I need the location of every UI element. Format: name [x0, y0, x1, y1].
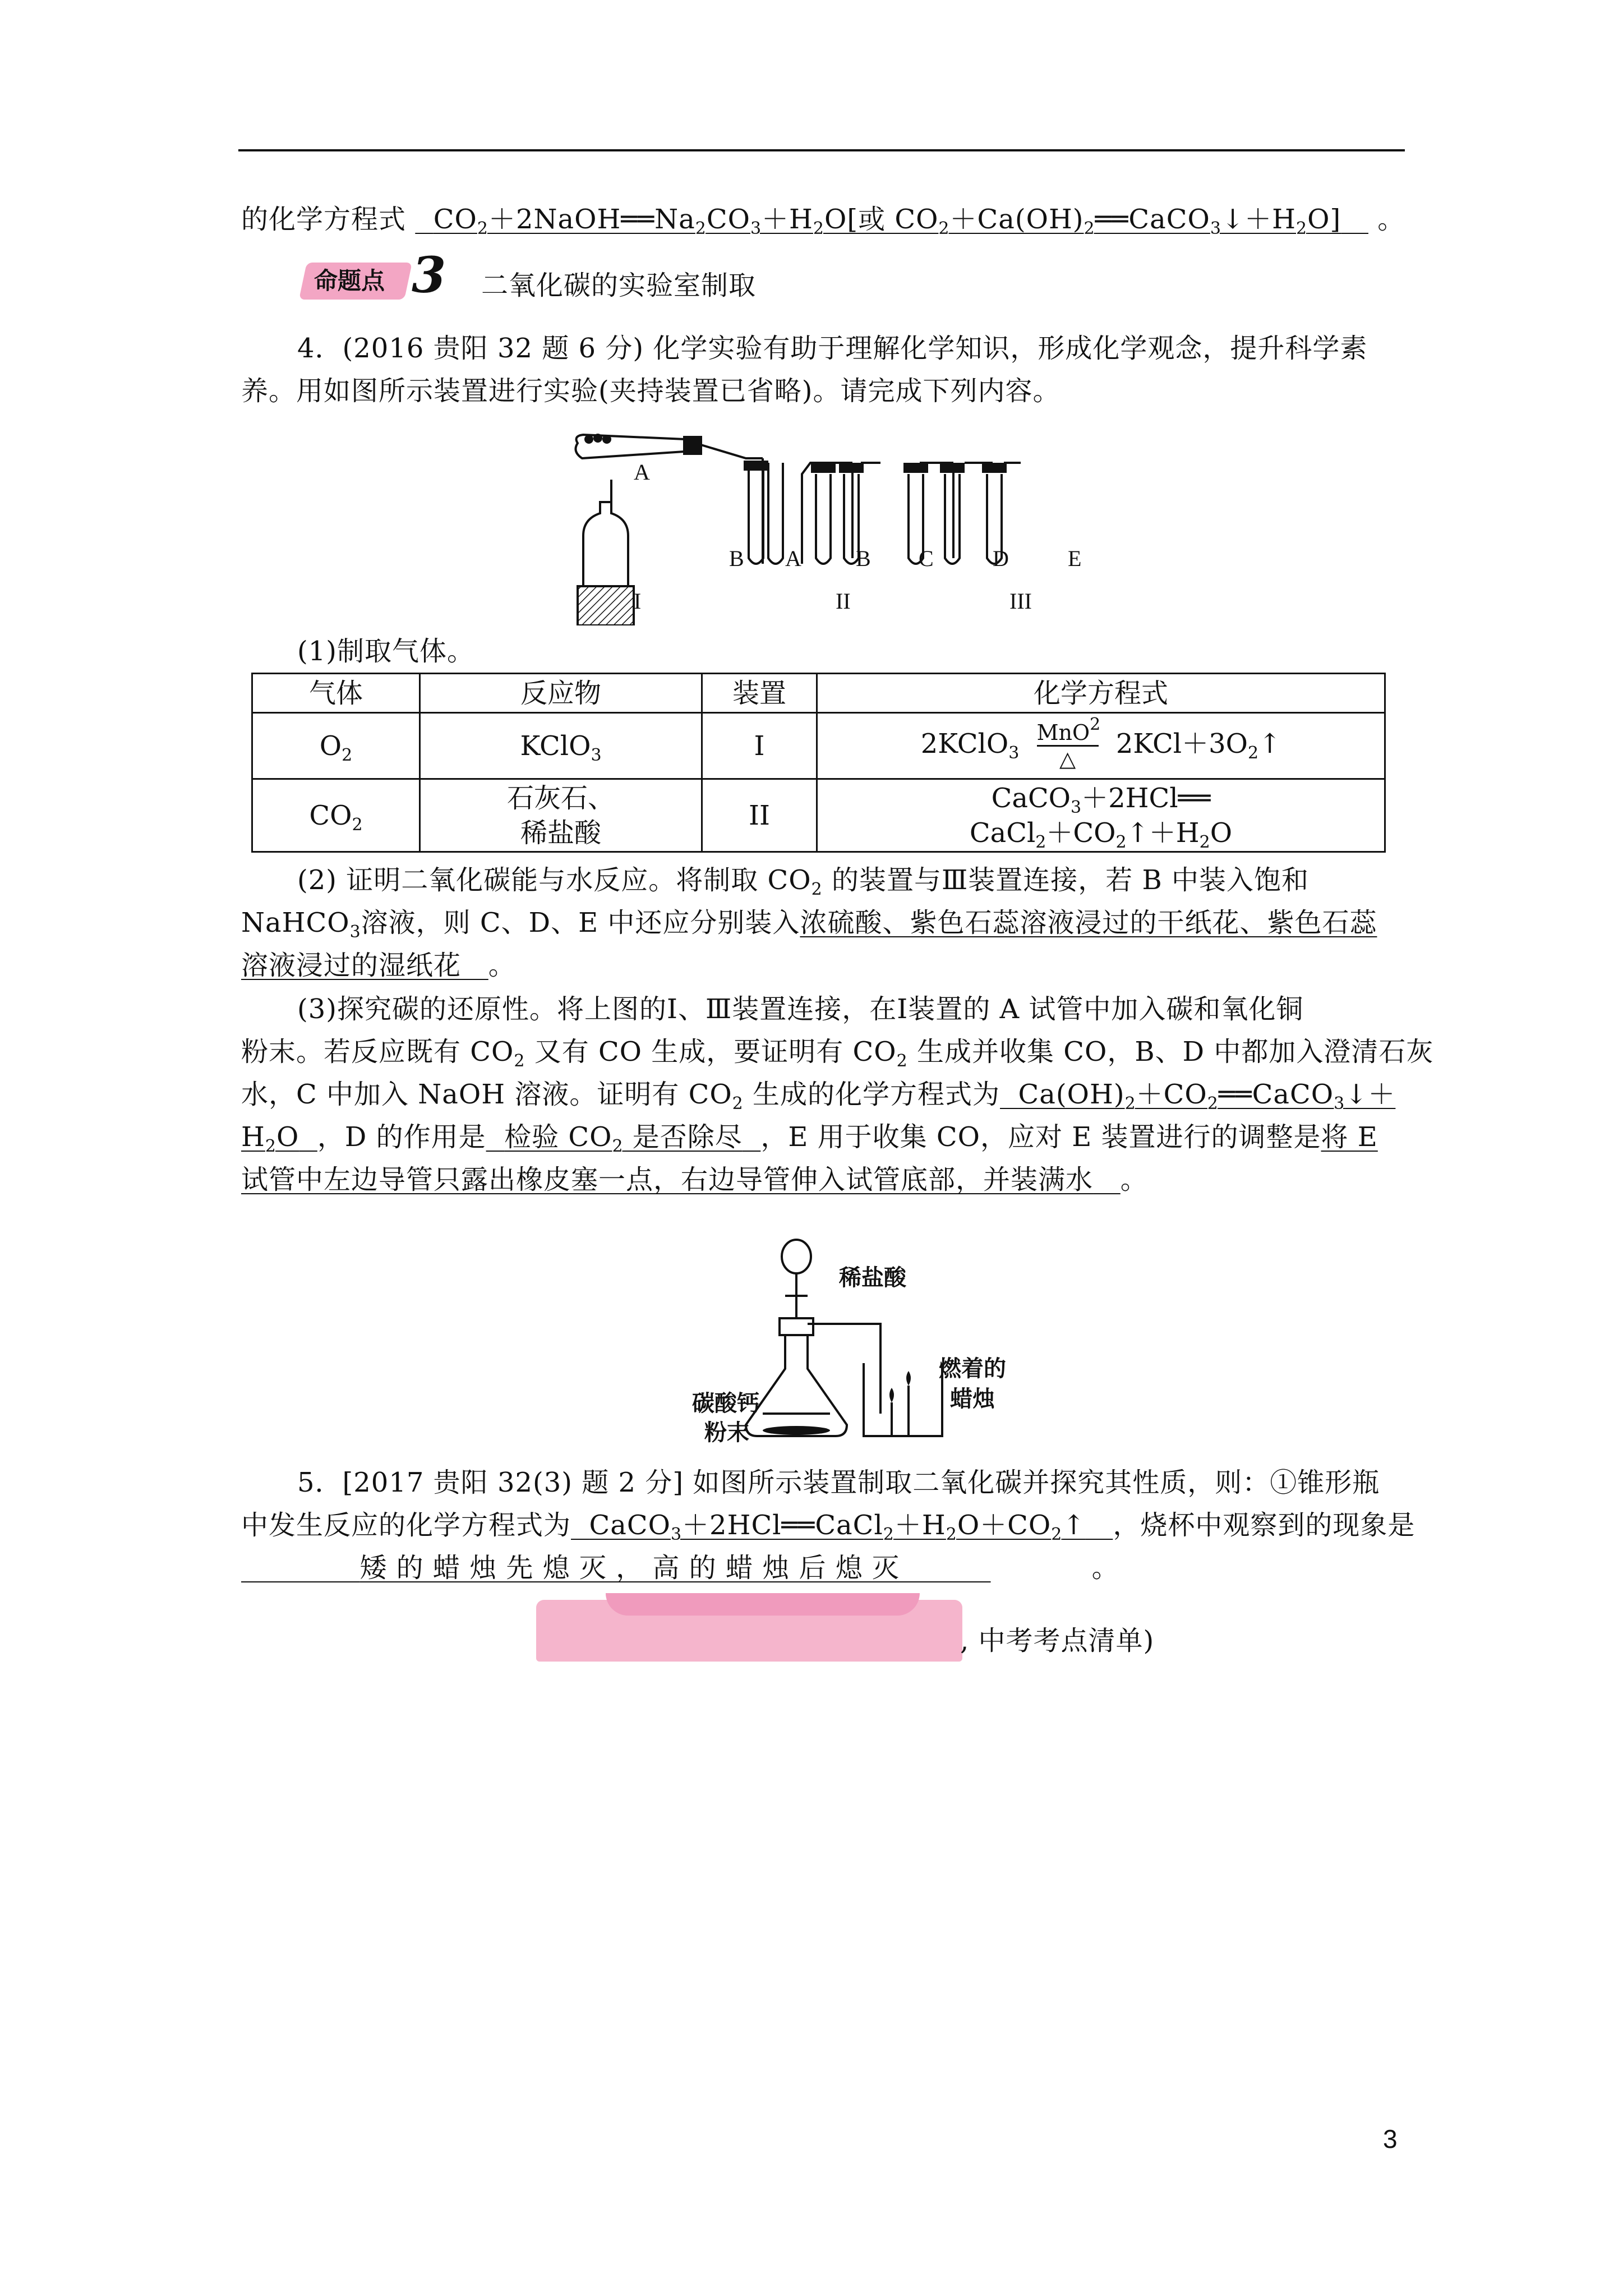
header-reactant: 反应物 — [420, 674, 702, 713]
label-dilute-hcl: 稀盐酸 — [839, 1265, 906, 1291]
q4-part1: (1)制取气体。 — [297, 636, 474, 667]
label-a2: A — [785, 546, 801, 571]
cell-apparatus-2: II — [702, 779, 817, 852]
q4-part2-answer-cont: 溶液浸过的湿纸花 — [241, 950, 462, 981]
prev-lead: 的化学方程式 — [241, 204, 407, 235]
label-d: D — [993, 546, 1009, 571]
stopper-b1 — [744, 461, 768, 471]
label-burning: 燃着的 — [939, 1356, 1006, 1382]
delivery-tube-1 — [701, 445, 763, 458]
q5-answer-equation: $CaCO_3+2HCl══CaCl_2+H_2O+CO_2↑$ — [589, 1510, 1086, 1544]
label-e: E — [1068, 546, 1082, 571]
label-roman-3: III — [1009, 588, 1032, 614]
banner-tail-text: , 中考考点清单) — [960, 1625, 1155, 1657]
label-roman-1: I — [634, 588, 642, 614]
q4-part2-line-3: 溶液浸过的湿纸花 。 — [241, 950, 516, 981]
top-rule — [238, 149, 1405, 151]
cell-equation-o2: 2KClO$_3$ MnO$^2$ △ $2KCl+3O_2↑$ — [817, 713, 1385, 779]
q4-part3-answer-e-cont: 试管中左边导管只露出橡皮塞一点，右边导管伸入试管底部，并装满水 — [241, 1164, 1094, 1195]
q4-part3-line-4: $H_2O$ ，D 的作用是 检验 $CO_2$ 是否除尽 ，E 用于收集 CO，应对 E 装置进行的调整是将 E — [241, 1121, 1378, 1156]
table-header-row — [252, 674, 1385, 713]
flask-stopper — [780, 1318, 813, 1335]
delivery-tube — [808, 1324, 880, 1414]
tube-a-2 — [816, 474, 831, 564]
flame-low — [889, 1388, 894, 1402]
cell-reactant-limestone: 石灰石、 稀盐酸 — [420, 779, 702, 852]
page-number: 3 — [1383, 2124, 1398, 2154]
cell-gas-o2: $O_2$ — [252, 713, 420, 779]
label-powder: 粉末 — [704, 1420, 749, 1446]
header-gas: 气体 — [252, 674, 420, 713]
label-candle: 蜡烛 — [950, 1386, 995, 1412]
q5-answer-phenomenon: 矮 的 蜡 烛 先 熄 灭 ， 高 的 蜡 烛 后 熄 灭 — [359, 1552, 900, 1584]
calcium-carbonate-powder — [763, 1426, 830, 1435]
q5-line-2: 中发生反应的化学方程式为 $CaCO_3+2HCl══CaCl_2+H_2O+CO_2↑$ ，烧杯中观察到的现象是 — [241, 1510, 1415, 1544]
q4-line-1: 4．(2016 贵阳 32 题 6 分) 化学实验有助于理解化学知识，形成化学观念，提升科学素 — [297, 333, 1368, 364]
table-row — [252, 779, 1385, 852]
beaker — [864, 1363, 942, 1436]
section-number: 3 — [412, 246, 446, 304]
checklist-banner-tab — [606, 1593, 920, 1616]
q4-line-2: 养。用如图所示装置进行实验(夹持装置已省略)。请完成下列内容。 — [241, 375, 1061, 407]
q4-part3-line-3: 水，C 中加入 NaOH 溶液。证明有 $CO_2$ 生成的化学方程式为 $Ca(OH)_2+CO_2══CaCO_3↓+$ — [241, 1079, 1396, 1114]
q4-part2-line-2: NaHCO$_3$溶液，则 C、D、E 中还应分别装入浓硫酸、紫色石蕊溶液浸过的干纸花、紫色石蕊 — [241, 907, 1377, 942]
q4-part3-answer-equation: $Ca(OH)_2+CO_2══CaCO_3↓+$ — [1018, 1079, 1396, 1114]
stopper-a — [684, 437, 701, 454]
q4-part2-answer: 浓硫酸、紫色石蕊溶液浸过的干纸花、紫色石蕊 — [800, 907, 1377, 938]
header-apparatus: 装置 — [702, 674, 817, 713]
table-row — [252, 713, 1385, 779]
q4-part3-line-2: 粉末。若反应既有 $CO_2$ 又有 CO 生成，要证明有 $CO_2$ 生成并收集 CO，B、D 中都加入澄清石灰 — [241, 1036, 1434, 1071]
label-caco3: 碳酸钙 — [692, 1391, 759, 1416]
cell-reactant-kclo3: KClO$_3$ — [420, 713, 702, 779]
prev-answer: $CO_2+2NaOH══Na_2CO_3+H_2O$[或 $CO_2+Ca(OH)_2══CaCO_3↓+H_2O$] — [433, 204, 1341, 238]
separatory-funnel — [782, 1240, 811, 1273]
q4-part3-answer-e: 将 E — [1321, 1121, 1378, 1153]
cell-equation-co2: CaCO$_3$＋2HCl══ $CaCl_2+CO_2↑+H_2O$ — [817, 779, 1385, 852]
header-equation: 化学方程式 — [817, 674, 1385, 713]
label-b2: B — [856, 546, 871, 571]
cell-apparatus-1: I — [702, 713, 817, 779]
q4-part3-answer-d: 检验 $CO_2$ 是否除尽 — [504, 1121, 743, 1156]
flame-high — [906, 1371, 911, 1386]
label-b1: B — [729, 546, 744, 571]
label-c: C — [919, 546, 934, 571]
reaction-condition: MnO$^2$ △ — [1036, 715, 1101, 771]
alcohol-lamp — [583, 502, 628, 586]
q5-line-3: 矮 的 蜡 烛 先 熄 灭 ， 高 的 蜡 烛 后 熄 灭 。 — [241, 1546, 1119, 1590]
gas-preparation-table — [251, 673, 1386, 853]
q4-part3-line-5: 试管中左边导管只露出橡皮塞一点，右边导管伸入试管底部，并装满水 。 — [241, 1164, 1148, 1195]
q5-line-1: 5．[2017 贵阳 32(3) 题 2 分] 如图所示装置制取二氧化碳并探究其性质，则：①锥形瓶 — [297, 1467, 1380, 1498]
section-badge-label: 命题点 — [314, 267, 385, 295]
cell-gas-co2: $CO_2$ — [252, 779, 420, 852]
label-roman-2: II — [836, 588, 851, 614]
section-title: 二氧化碳的实验室制取 — [481, 270, 757, 301]
candles — [892, 1386, 909, 1436]
q4-part2-line-1: (2) 证明二氧化碳能与水反应。将制取 $CO_2$ 的装置与Ⅲ装置连接，若 B 中装入饱和 — [297, 864, 1310, 899]
q4-part3-line-1: (3)探究碳的还原性。将上图的Ⅰ、Ⅲ装置连接，在Ⅰ装置的 A 试管中加入碳和氧化铜 — [297, 993, 1304, 1025]
conical-flask — [746, 1335, 847, 1436]
label-a-top: A — [634, 459, 650, 485]
lamp-block — [578, 586, 634, 625]
tube-b-1 — [749, 468, 763, 564]
prev-end: 。 — [1377, 204, 1405, 235]
prev-question-line — [241, 197, 1405, 241]
